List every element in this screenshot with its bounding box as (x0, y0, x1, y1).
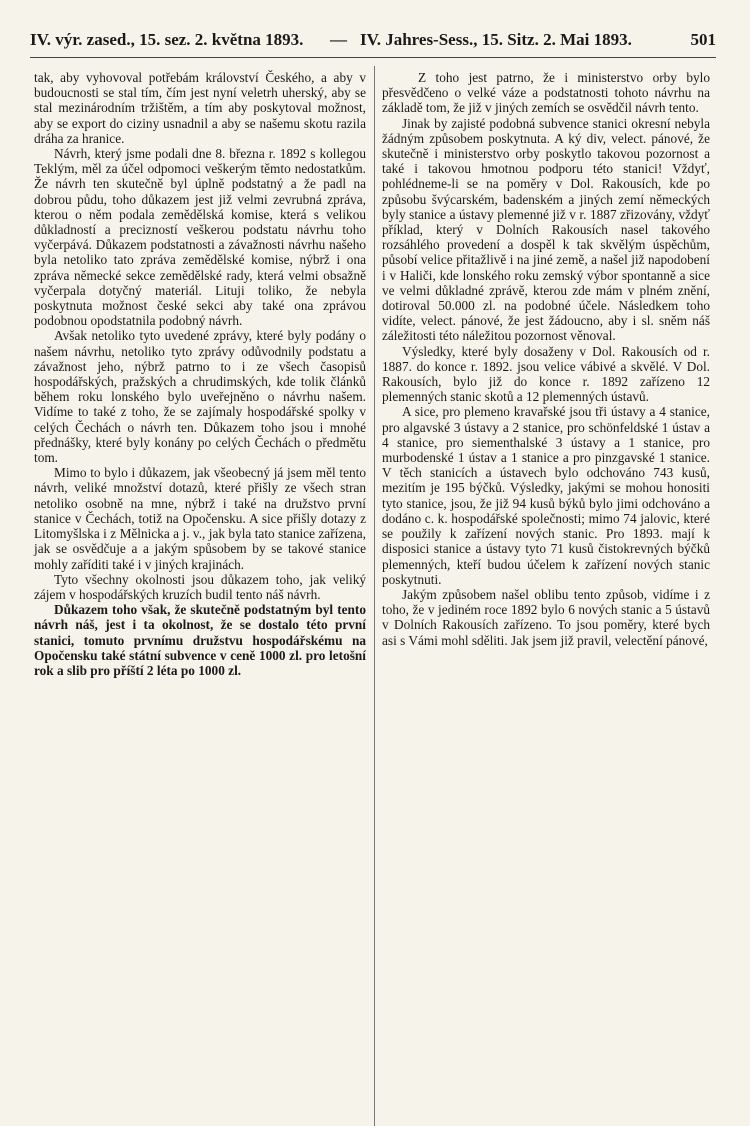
paragraph: A sice, pro plemeno kravařské jsou tři ústavy a 4 stanice, pro algavské 3 ústavy a 2 stanice, pro schönfeldské 1 ústav a 4 stanice, pro siementhalské 3 ústavy a 1 stanice, pro murbodenské 1 ústav a 1 stanice a pro pinzgavské 1 stanice. V těch stanicích a ústavech bylo odchováno 743 kusů, mezitím je 195 býčků. Výsledky, jakými se mohou honositi tyto stanice, jsou, že již 94 kusů býků bylo jimi odchováno a dodáno c. k. hospodářské společnosti; mimo 74 jalovic, které se použily k zařízení nových stanic. Pro 1893. mají k disposici stanice a ústavy tyto 71 kusů čistokrevných býčků plemenných, kteří budou účelem k zařízení nových stanic poskytnuti. (382, 404, 710, 587)
right-column (382, 70, 710, 648)
paragraph: Výsledky, které byly dosaženy v Dol. Rakousích od r. 1887. do konce r. 1892. jsou velice vábivé a skvělé. V Dol. Rakousích, bylo již do konce r. 1892 zařízeno 12 plemenných stanic skotů a 12 plemenných ústavů. (382, 343, 710, 405)
page-number: 501 (690, 30, 716, 49)
column-divider (374, 66, 375, 1126)
header-german: IV. Jahres-Sess., 15. Sitz. 2. Mai 1893. (360, 30, 632, 49)
header-czech: IV. výr. zased., 15. sez. 2. května 1893. (30, 30, 304, 49)
left-column (34, 70, 366, 678)
header-rule (30, 57, 716, 58)
paragraph-bold: Důkazem toho však, že skutečně podstatným byl tento návrh náš, jest i ta okolnost, že se dostalo této první stanici, tomuto prvnímu družstvu hospodářskému na Opočensku také státní subvence v ceně 1000 zl. pro letošní rok a slib pro příští 2 léta po 1000 zl. (34, 602, 366, 678)
paragraph: Jakým způsobem našel oblibu tento způsob, vidíme i z toho, že v jediném roce 1892 bylo 6 nových stanic a 5 ústavů v Dolních Rakousích zařízeno. To jsou poměry, které bych asi s Vámi mohl sděliti. Jak jsem již pravil, velectění pánové, (382, 586, 710, 648)
paragraph: Tyto všechny okolnosti jsou důkazem toho, jak veliký zájem v hospodářských kruzích budil tento náš návrh. (34, 571, 366, 602)
paragraph: Jinak by zajisté podobná subvence stanici okresní nebyla žádným způsobem poskytnuta. A ký div, velect. pánové, že skutečně i ministerstvo orby poskytlo takovou pozornost a také i takovou hmotnou podporu této stanici! Vždyť, pohlédneme-li se na poměry v Dol. Rakousích, kde po způsobu švýcarském, badenském a jiných zemí německých byly stanice a ústavy plemenné již v r. 1887 zřizovány, vždyť příklad, který v Dolních Rakousích nasel takového rozsáhlého provedení a dospěl k tak skvělým úspěchům, působí velice přitažlivě i na jiné země, a našel již napodobení i v Haliči, kde lonského roku zemský výbor spontanně a sice ve velmi důkladné zprávě, kterou zde mám v plném znění, dotiroval 50.000 zl. na podobné účele. Následkem toho vidíte, velect. pánové, že jest žádoucno, aby i sl. sněm náš záležitosti této náležitou pozornost věnoval. (382, 115, 710, 344)
header-dash: — (330, 30, 347, 49)
paragraph: Návrh, který jsme podali dne 8. března r. 1892 s kollegou Teklým, měl za účel odpomoci veškerým těmto nedostatkům. Že návrh ten skutečně byl úplně podstatný a že padl na dobrou půdu, toho důkazem jest již velmi zevrubná zpráva, kterou o něm podala zemědělská komise, která s velikou důkladností a precizností veškerou podstatu návrhu toho vyčerpává. Důkazem podstatnosti a závažnosti návrhu našeho byla netoliko tato zpráva zemědělské komise, nýbrž i ona zpráva německé sekce zemědělské rady, která velmi obsažně vyčerpala dotyčný materiál. Lituji toliko, že nebyla poskytnuta možnost české sekci aby také ona zprávou podobnou opodstatnila podobný návrh. (34, 146, 366, 329)
paragraph: Avšak netoliko tyto uvedené zprávy, které byly podány o našem návrhu, netoliko tyto zprávy odůvodnily podstatu a závažnost jeho, nýbrž patrno to i ze všech časopisů hospodářských, pražských a chrudimských, kde tolik článků během roku lonského bylo uveřejněno o návrhu našem. Vidíme to také z toho, že se zajímaly hospodářské spolky v celých Čechách o návrh ten. Důkazem toho jsou i mnohé přednášky, které byly konány po celých Čechách o předmětu tom. (34, 328, 366, 466)
paragraph: Z toho jest patrno, že i ministerstvo orby bylo přesvědčeno o velké váze a podstatnosti tohoto návrhu na základě tom, že již v jiných zemích se osvědčil návrh tento. (382, 70, 710, 116)
paragraph: Mimo to bylo i důkazem, jak všeobecný já jsem měl tento návrh, veliké množství dotazů, které přišly ze všech stran netoliko osobně na mne, nýbrž i také na družstvo první stanice v Čechách, totiž na Opočensku. A sice přišly dotazy z Litomyšlska i z Mělnicka a j. v., jak byla tato stanice zařízena, jak se osvědčuje a a jakým spůsobem by se takové stanice mohly zaříditi také i v jiných krajinách. (34, 465, 366, 572)
paragraph: tak, aby vyhovoval potřebám království Českého, a aby v budoucnosti se stal tím, čím jest nyní veletrh uherský, aby se stal mezinárodním tržištěm, a tím aby poskytoval možnost, aby se export do ciziny usnadnil a aby se našemu skotu razila dráha za hranice. (34, 70, 366, 146)
page-header (30, 30, 716, 56)
